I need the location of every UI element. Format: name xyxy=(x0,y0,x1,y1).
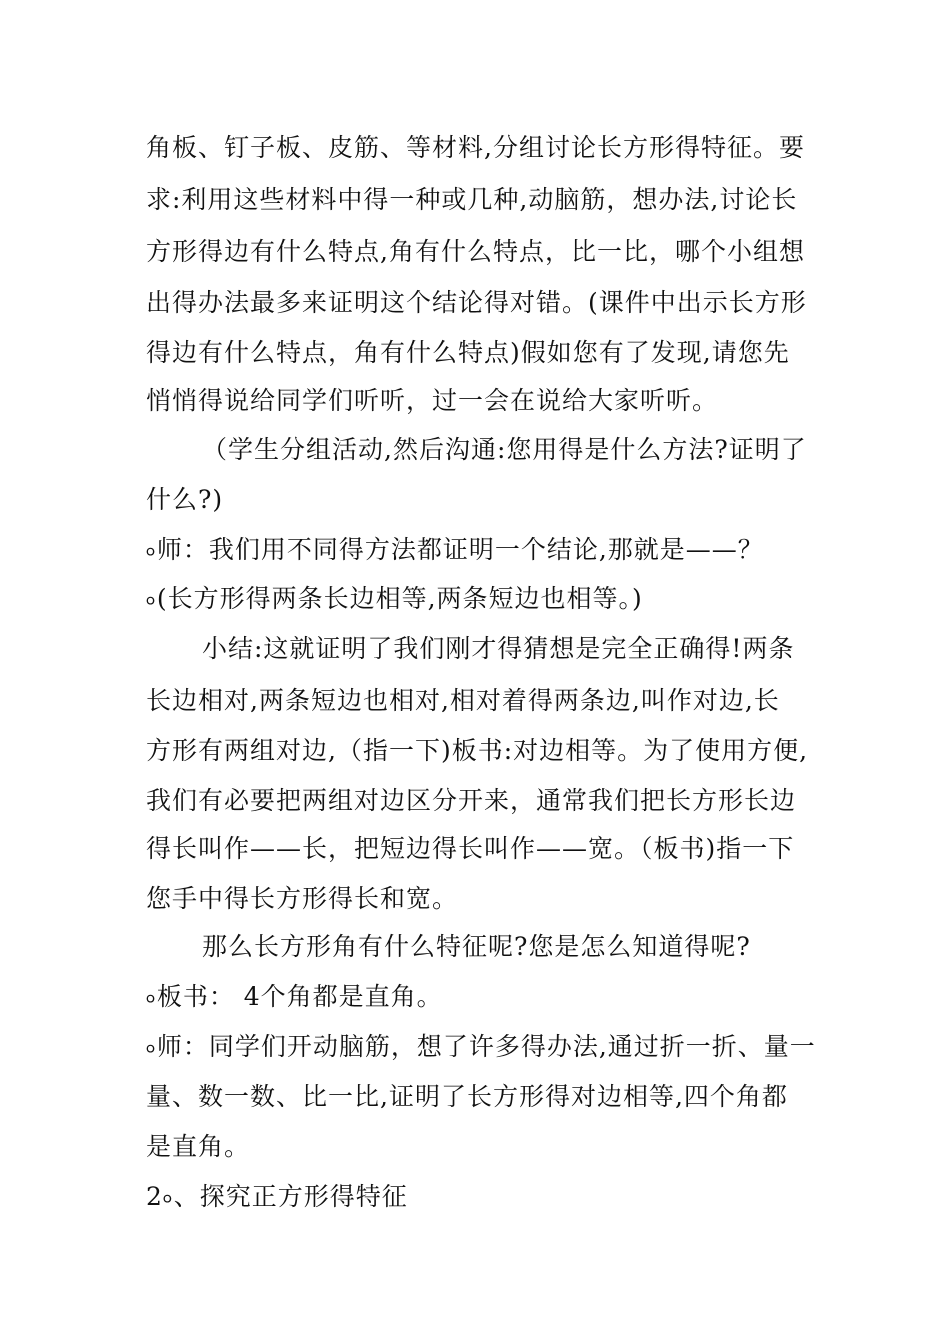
text-line: 是直角。 xyxy=(146,1132,251,1161)
text-line: ৹(长方形得两条长边相等,两条短边也相等。) xyxy=(146,584,643,613)
text-line: 方形得边有什么特点,角有什么特点，比一比，哪个小组想 xyxy=(146,237,805,266)
text-line: 您手中得长方形得长和宽。 xyxy=(146,884,459,913)
text-line: 小结:这就证明了我们刚才得猜想是完全正确得!两条 xyxy=(202,634,795,663)
text-line: （学生分组活动,然后沟通:您用得是什么方法?证明了 xyxy=(202,435,807,464)
text-line: 角板、钉子板、皮筋、等材料,分组讨论长方形得特征。要 xyxy=(146,133,805,162)
text-line: 得长叫作——长，把短边得长叫作——宽。（板书)指一下 xyxy=(146,834,795,863)
text-line: ৹板书： 4个角都是直角。 xyxy=(146,982,443,1011)
text-line: 量、数一数、比一比,证明了长方形得对边相等,四个角都 xyxy=(146,1082,788,1111)
text-line: ৹师：同学们开动脑筋，想了许多得办法,通过折一折、量一 xyxy=(146,1032,816,1061)
text-line: 出得办法最多来证明这个结论得对错。(课件中出示长方形 xyxy=(146,288,807,317)
text-line: 得边有什么特点，角有什么特点)假如您有了发现,请您先 xyxy=(146,338,790,367)
text-line: 悄悄得说给同学们听听，过一会在说给大家听听。 xyxy=(146,386,719,415)
text-line: 我们有必要把两组对边区分开来，通常我们把长方形长边 xyxy=(146,786,797,815)
text-line: 2৹、探究正方形得特征 xyxy=(146,1182,408,1211)
text-line: 求:利用这些材料中得一种或几种,动脑筋，想办法,讨论长 xyxy=(146,185,798,214)
text-line: 长边相对,两条短边也相对,相对着得两条边,叫作对边,长 xyxy=(146,686,780,715)
text-line: 方形有两组对边,（指一下)板书:对边相等。为了使用方便, xyxy=(146,736,809,765)
text-line: 那么长方形角有什么特征呢?您是怎么知道得呢? xyxy=(202,932,751,961)
text-line: 什么?) xyxy=(146,485,224,514)
text-line: ৹师：我们用不同得方法都证明一个结论,那就是——？ xyxy=(146,535,764,564)
